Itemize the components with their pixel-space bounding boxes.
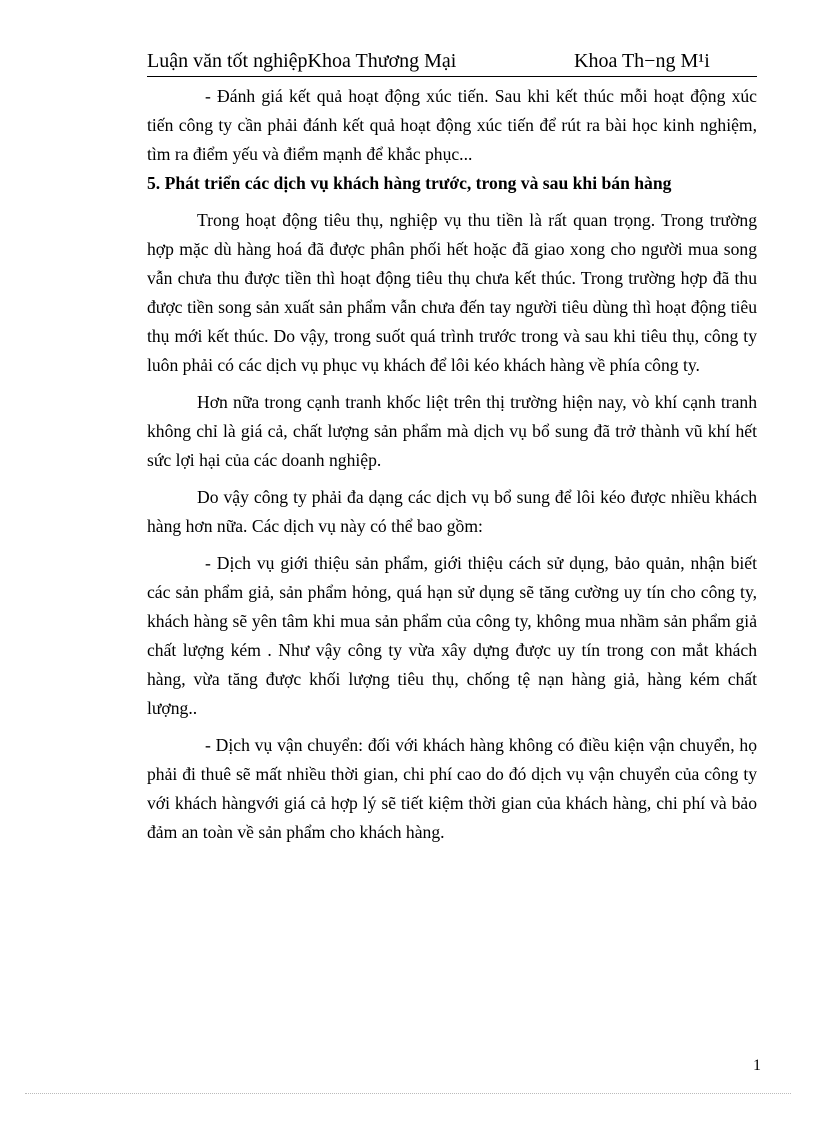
paragraph-services-intro: Do vậy công ty phải đa dạng các dịch vụ bổ sung để lôi kéo được nhiều khách hàng hơn nữa. Các dịch vụ này có thể bao gồm: <box>147 487 757 536</box>
page-header <box>147 48 757 77</box>
header-right-title: Khoa Th−ng M¹i <box>574 50 710 72</box>
footer-divider <box>25 1093 791 1094</box>
header-left-title: Luận văn tốt nghiệpKhoa Thương Mại <box>147 50 457 72</box>
paragraph-transport-service: - Dịch vụ vận chuyển: đối với khách hàng không có điều kiện vận chuyển, họ phải đi thuê sẽ mất nhiều thời gian, chi phí cao do đó dịch vụ vận chuyển của công ty với khách hàngvới giá cả hợp lý sẽ tiết kiệm thời gian của khách hàng, chi phí và bảo đảm an toàn về sản phẩm cho khách hàng. <box>147 735 757 842</box>
document-body <box>147 82 757 847</box>
page-number: 1 <box>753 1057 761 1074</box>
paragraph-evaluation: - Đánh giá kết quả hoạt động xúc tiến. Sau khi kết thúc mỗi hoạt động xúc tiến công ty cần phải đánh kết quả hoạt động xúc tiến để rút ra bài học kinh nghiệm, tìm ra điểm yếu và điểm mạnh để khắc phục... <box>147 86 757 164</box>
section-heading: 5. Phát triển các dịch vụ khách hàng trước, trong và sau khi bán hàng <box>147 173 672 193</box>
paragraph-product-service: - Dịch vụ giới thiệu sản phẩm, giới thiệu cách sử dụng, bảo quản, nhận biết các sản phẩm giả, sản phẩm hỏng, quá hạn sử dụng sẽ tăng cường uy tín cho công ty, khách hàng sẽ yên tâm khi mua sản phẩm của công ty, không mua nhầm sản phẩm giả chất lượng kém . Như vậy công ty vừa xây dựng được uy tín trong con mắt khách hàng, vừa tăng được khối lượng tiêu thụ, chống tệ nạn hàng giả, hàng kém chất lượng.. <box>147 553 757 718</box>
paragraph-competition: Hơn nữa trong cạnh tranh khốc liệt trên thị trường hiện nay, vò khí cạnh tranh không chỉ là giá cả, chất lượng sản phẩm mà dịch vụ bổ sung đã trở thành vũ khí hết sức lợi hại của các doanh nghiệp. <box>147 392 757 470</box>
paragraph-payment: Trong hoạt động tiêu thụ, nghiệp vụ thu tiền là rất quan trọng. Trong trường hợp mặc dù hàng hoá đã được phân phối hết hoặc đã giao xong cho người mua song vẫn chưa thu được tiền thì hoạt động tiêu thụ chưa kết thúc. Trong trường hợp đã thu được tiền song sản xuất sản phẩm vẫn chưa đến tay người tiêu dùng thì hoạt động tiêu thụ mới kết thúc. Do vậy, trong suốt quá trình trước trong và sau khi tiêu thụ, công ty luôn phải có các dịch vụ phục vụ khách để lôi kéo khách hàng về phía công ty. <box>147 210 757 375</box>
